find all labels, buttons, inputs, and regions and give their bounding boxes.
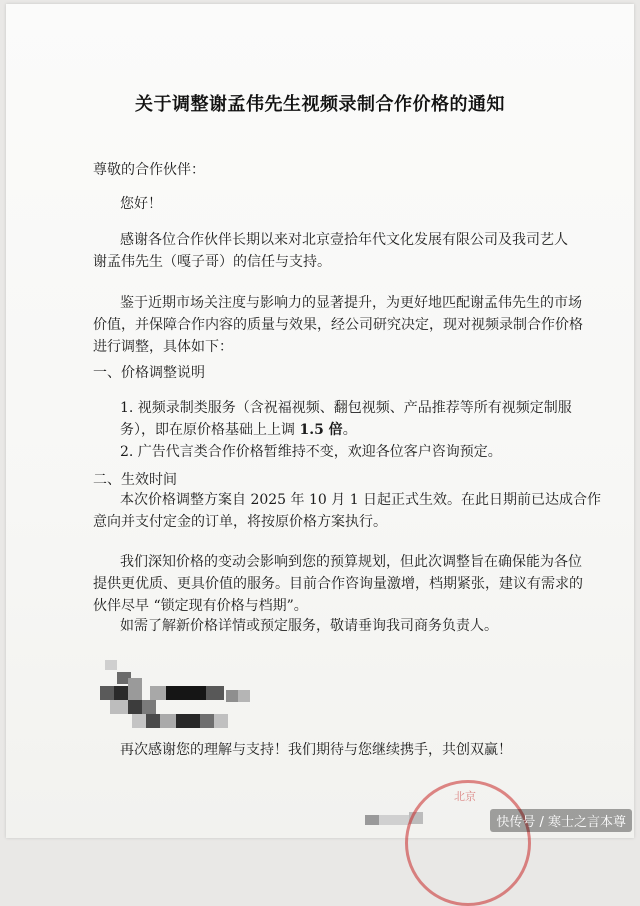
item1-multiplier: 1.5 倍: [299, 422, 343, 438]
section-1-heading: 一、价格调整说明: [93, 365, 205, 381]
section-2-line-1: 本次价格调整方案自 2025 年 10 月 1 日起正式生效。在此日期前已达成合作: [120, 492, 602, 508]
list-item-2: 2. 广告代言类合作价格暂维持不变，欢迎各位客户咨询预定。: [120, 444, 502, 460]
paragraph-2-line-2: 价值，并保障合作内容的质量与效果，经公司研究决定，现对视频录制合作价格: [93, 317, 583, 333]
closing-line: 再次感谢您的理解与支持！我们期待与您继续携手，共创双赢！: [120, 742, 512, 758]
section-2-heading: 二、生效时间: [93, 472, 177, 488]
paragraph-1-line-1: 感谢各位合作伙伴长期以来对北京壹拾年代文化发展有限公司及我司艺人: [120, 232, 568, 248]
list-item-1-line-1: 1. 视频录制类服务（含祝福视频、翻包视频、产品推荐等所有视频定制服: [120, 400, 572, 416]
seal-text: 北京: [454, 790, 476, 803]
item1-prefix: 务），即在原价格基础上上调: [120, 422, 300, 438]
paragraph-3-line-3: 伙伴尽早 “锁定现有价格与档期”。: [93, 598, 308, 614]
notice-title: 关于调整谢孟伟先生视频录制合作价格的通知: [135, 94, 505, 115]
source-watermark: 快传号 / 寒士之言本尊: [490, 809, 632, 832]
paragraph-3-line-2: 提供更优质、更具价值的服务。目前合作咨询量激增，档期紧张，建议有需求的: [93, 576, 583, 592]
paragraph-2-line-3: 进行调整，具体如下：: [93, 339, 233, 355]
greeting: 您好！: [120, 196, 162, 212]
section-2-line-2: 意向并支付定金的订单，将按原价格方案执行。: [93, 514, 387, 530]
list-item-1-line-2: [120, 420, 357, 440]
paragraph-4: 如需了解新价格详情或预定服务，敬请垂询我司商务负责人。: [120, 618, 498, 634]
paragraph-3-line-1: 我们深知价格的变动会影响到您的预算规划，但此次调整旨在确保能为各位: [120, 554, 582, 570]
paragraph-1-line-2: 谢孟伟先生（嘎子哥）的信任与支持。: [93, 254, 331, 270]
item1-suffix: 。: [342, 422, 357, 438]
salutation: 尊敬的合作伙伴：: [93, 162, 205, 178]
paragraph-2-line-1: 鉴于近期市场关注度与影响力的显著提升，为更好地匹配谢孟伟先生的市场: [120, 295, 582, 311]
